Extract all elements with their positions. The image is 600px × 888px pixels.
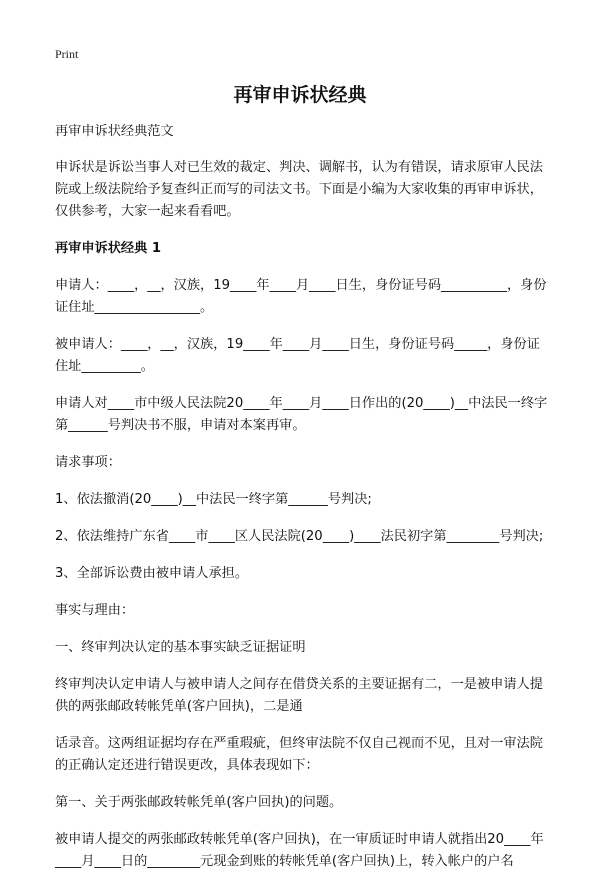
facts-paragraph-4: 被申请人提交的两张邮政转帐凭单(客户回执)，在一审质证时申请人就指出20____年____月____日的________元现金到账的转帐凭单(客户回执)上，转入帐户的户名 [55, 832, 544, 869]
intro-paragraph: 申诉状是诉讼当事人对已生效的裁定、判决、调解书，认为有错误，请求原审人民法院或上级法院给予复查纠正而写的司法文书。下面是小编为大家收集的再审申诉状，仅供参考，大家一起来看看吧。 [55, 160, 543, 219]
requests-heading: 请求事项： [55, 455, 121, 470]
request-item-2: 2、依法维持广东省____市____区人民法院(20____)____法民初字第________号判决; [55, 529, 544, 544]
respondent-paragraph: 被申请人：____，__，汉族，19____年____月____日生，身份证号码_____，身份证住址_________。 [55, 337, 540, 374]
facts-paragraph-3: 第一、关于两张邮政转帐凭单(客户回执)的问题。 [55, 795, 343, 810]
point-1-heading: 一、终审判决认定的基本事实缺乏证据证明 [55, 640, 306, 655]
page-title: 再审申诉状经典 [233, 84, 367, 106]
applicant-paragraph: 申请人：____，__，汉族，19____年____月____日生，身份证号码__________，身份证住址________________。 [55, 278, 547, 315]
document-subtitle: 再审申诉状经典范文 [55, 124, 174, 139]
facts-paragraph-2: 话录音。这两组证据均存在严重瑕疵，但终审法院不仅自己视而不见，且对一审法院的正确认定还进行错误更改，具体表现如下： [55, 736, 543, 773]
document-body [55, 121, 550, 888]
section-heading: 再审申诉状经典 1 [55, 241, 162, 256]
facts-paragraph-1: 终审判决认定申请人与被申请人之间存在借贷关系的主要证据有二，一是被申请人提供的两张邮政转帐凭单(客户回执)，二是通 [55, 677, 543, 714]
request-item-1: 1、依法撤消(20____)__中法民一终字第______号判决; [55, 492, 372, 507]
print-link[interactable]: Print [55, 47, 79, 61]
petition-paragraph: 申请人对____市中级人民法院20____年____月____日作出的(20____)__中法民一终字第______号判决书不服，申请对本案再审。 [55, 396, 548, 433]
facts-heading: 事实与理由： [55, 603, 135, 618]
request-item-3: 3、全部诉讼费由被申请人承担。 [55, 566, 249, 581]
